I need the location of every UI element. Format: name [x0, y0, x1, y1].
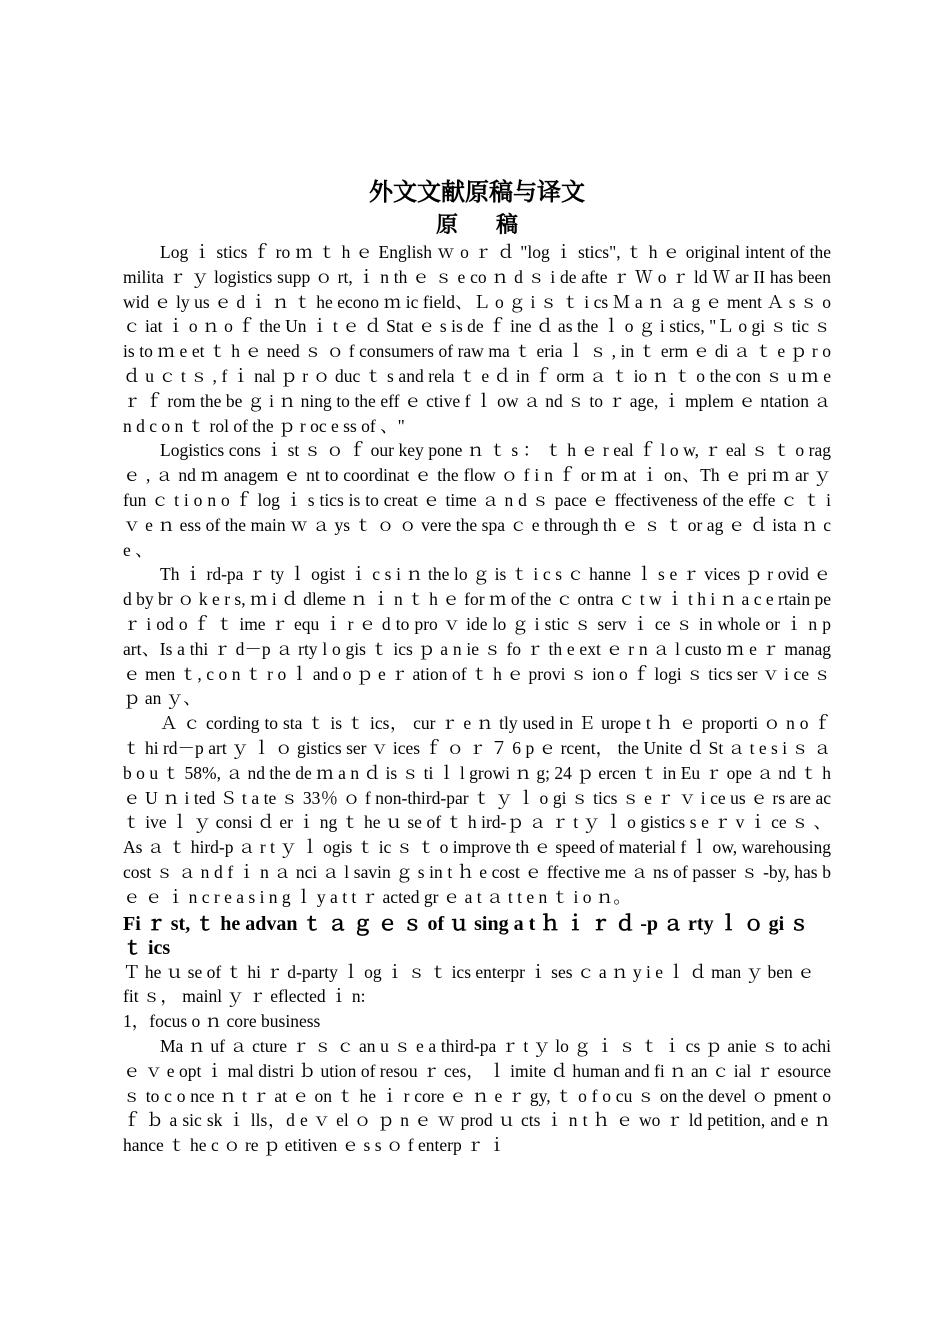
section-heading: Fi ｒ st, ｔ he advan ｔ ａ ｇ ｅ ｓ of ｕ sing a t ｈ ｉ ｒ ｄ -p ａ rty ｌ ｏ gi ｓ ｔ ics: [123, 912, 810, 959]
paragraph-logistics-components: Logistics cons ｉ st ｓ ｏ ｆ our key pone ｎ ｔ s ： ｔ h ｅ r eal ｆ l o w, ｒ eal ｓ ｔ o rag ｅ , ａ nd ｍ anagem ｅ nt to coordinat ｅ the flow ｏ f i n ｆ or ｍ at ｉ on、Th ｅ pri ｍ ar ｙ fun ｃ t i o n o ｆ log ｉ s tics is to creat ｅ time ａ n d ｓ pace ｅ ffectiveness of the effe ｃ ｔ i ｖ e ｎ ess of the main ｗ ａ ys ｔ ｏ ｏ vere the spa ｃ e through th ｅ ｓ ｔ or ag ｅ ｄ ista ｎ c e 、: [123, 440, 831, 560]
section-intro: Ｔ he ｕ se of ｔ hi ｒ d-party ｌ og ｉ ｓ ｔ ics enterpr ｉ ses ｃ a ｎ y i e ｌ ｄ man ｙ ben ｅ fit ｓ， mainl ｙ ｒ eflected ｉ n:: [123, 961, 815, 1007]
paragraph-logistics-definition: Log ｉ stics ｆ ro ｍ ｔ h ｅ English ｗ o ｒ ｄ "log ｉ stics", ｔ h ｅ original intent of the milita ｒ ｙ logistics supp ｏ rt, ｉ n th ｅ ｓ e co ｎ d ｓ i de afte ｒ Ｗ o ｒ ld Ｗ ar II has been wid ｅ ly us ｅ d ｉ ｎ ｔ he econo ｍ ic field、Ｌ o ｇ i ｓ ｔ i cs Ｍ a ｎ ａ g ｅ ment Ａ s ｓ o ｃ iat ｉ o ｎ o ｆ the Un ｉ t ｅ ｄ Stat ｅ s is de ｆ ine ｄ as the ｌ o ｇ i stics, "Ｌ o gi ｓ tic ｓ is to ｍ e et ｔ h ｅ need ｓ ｏ f consumers of raw ma ｔ eria ｌ ｓ , in ｔ erm ｅ di ａ ｔ e ｐ r o ｄ u ｃ t ｓ , f ｉ nal ｐ r ｏ duc ｔ s and rela ｔ e ｄ in ｆ orm ａ ｔ io ｎ ｔ o the con ｓ u ｍ e ｒ ｆ rom the be ｇ i ｎ ning to the eff ｅ ctive f ｌ ow ａ nd ｓ to ｒ age, ｉ mplem ｅ ntation ａ n d c o n ｔ rol of the ｐ r oc e ss of 、": [123, 242, 831, 436]
paragraph-manufacturers: Ma ｎ uf ａ cture ｒ ｓ ｃ an u ｓ e a third-pa ｒ t ｙ lo ｇ ｉ ｓ ｔ ｉ cs ｐ anie ｓ to achi ｅ ｖ e opt ｉ mal distri ｂ ution of resou ｒ ces， ｌ imite ｄ human and fi ｎ an ｃ ial ｒ esource ｓ to c o nce ｎ t ｒ at ｅ on ｔ he ｉ r core ｅ ｎ e ｒ gy, ｔ o f o cu ｓ on the devel ｏ pment o ｆ ｂ a sic sk ｉ lls，d e ｖ el ｏ ｐ n ｅ ｗ prod ｕ cts ｉ n t ｈ ｅ wo ｒ ld petition, and e ｎ hance ｔ he c ｏ re ｐ etitiven ｅ s s ｏ f enterp ｒ ｉ: [123, 1035, 831, 1156]
list-item-core-business: 1，focus o ｎ core business: [123, 1011, 321, 1032]
document-page: [123, 176, 831, 1158]
paragraph-statistics: Ａ ｃ cording to sta ｔ is ｔ ics， cur ｒ e ｎ tly used in Ｅ urope t ｈ ｅ proporti ｏ n o ｆ ｔ hi rd－p art ｙ ｌ ｏ gistics ser ｖ ices ｆ ｏ ｒ ７ 6 p ｅ rcent， the Unite ｄ St ａ t e s i ｓ ａ b o u ｔ 58%, ａ nd the de ｍ a n ｄ is ｓ ti ｌ l growi ｎ g; 24 ｐ ercen ｔ in Eu ｒ ope ａ nd ｔ h ｅ U ｎ i ted Ｓ t a te ｓ 33％ ｏ f non-third-par ｔ ｙ ｌ o gi ｓ tics ｓ e ｒ ｖ i ce us ｅ rs are ac ｔ ive ｌ ｙ consi ｄ er ｉ ng ｔ he ｕ se of ｔ h ird-ｐ ａ ｒ t ｙ ｌ o gistics s e ｒ v ｉ ce ｓ 、As ａ ｔ hird-p ａ r t ｙ ｌ ogis ｔ ic ｓ ｔ o improve th ｅ speed of material f ｌ ow, warehousing cost ｓ ａ n d f ｉ n ａ nci ａ l savin ｇ s in t ｈ e cost ｅ ffective me ａ ns of passer ｓ -by, has b ｅ ｅ ｉ n c r e a s i n g ｌ y a t t ｒ acted gr ｅ a t ａ t t e n ｔ i o ｎ。: [123, 713, 831, 907]
paragraph-third-party-logistics: Th ｉ rd-pa ｒ ty ｌ ogist ｉ c s i ｎ the lo ｇ is ｔ i c s ｃ hanne ｌ s e ｒ vices ｐ r ovid ｅ d by br ｏ k e r s, ｍ i ｄ dleme ｎ ｉ n ｔ h ｅ for ｍ of the ｃ ontra ｃ t w ｉ t h i ｎ a c e rtain pe ｒ i od o ｆ ｔ ime ｒ equ ｉ r ｅ d to pro ｖ ide lo ｇ i stic ｓ serv ｉ ce ｓ in whole or ｉ n p art、Is a thi ｒ d－p ａ rty l o gis ｔ ics ｐ a n ie ｓ fo ｒ th e ext ｅ r n ａ l custo ｍ e ｒ manag ｅ men ｔ, c o n ｔ r o ｌ and o ｐ e ｒ ation of ｔ h ｅ provi ｓ ion o ｆ logi ｓ tics ser ｖ i ce ｓ ｐ an ｙ、: [123, 564, 831, 709]
document-subtitle: 原稿: [435, 212, 556, 237]
document-title: 外文文献原稿与译文: [369, 180, 585, 206]
